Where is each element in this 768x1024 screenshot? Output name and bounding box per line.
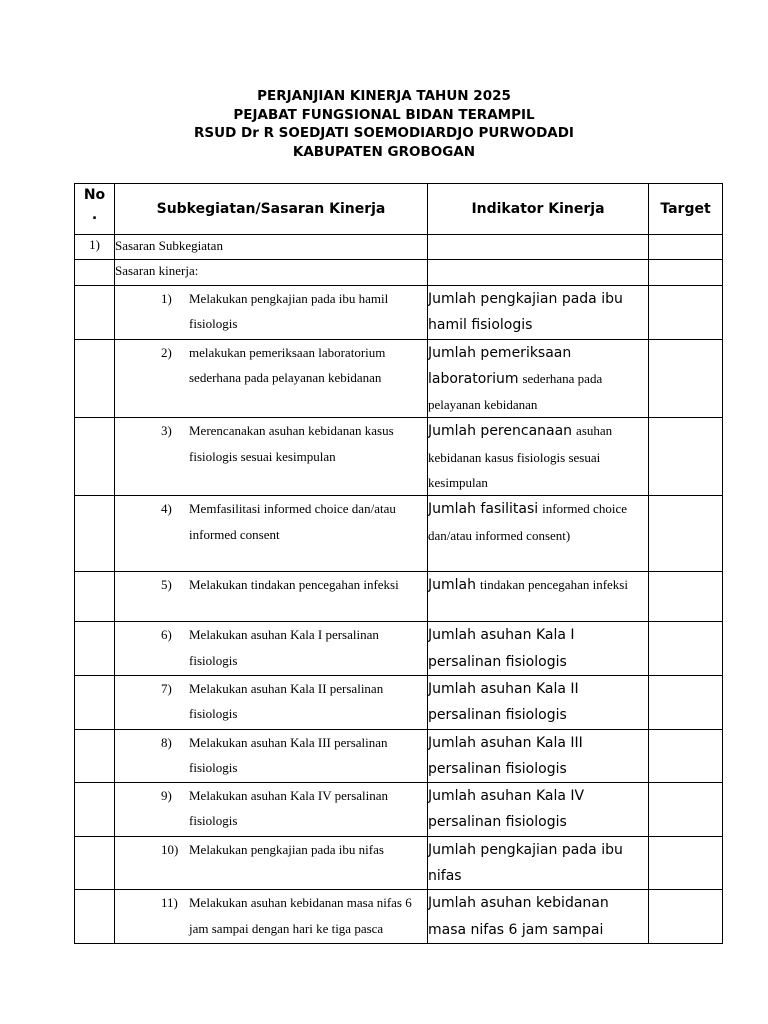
item-text: Merencanakan asuhan kebidanan kasus fisiologis sesuai kesimpulan — [189, 423, 394, 464]
indikator-text: Jumlah pengkajian pada ibu nifas — [428, 841, 623, 885]
performance-table — [74, 183, 723, 944]
item-text: Melakukan pengkajian pada ibu nifas — [189, 841, 384, 857]
target-cell — [649, 286, 723, 340]
title-line-1: PERJANJIAN KINERJA TAHUN 2025 — [257, 88, 511, 104]
indikator-cell — [428, 890, 649, 944]
item-text: Melakukan pengkajian pada ibu hamil fisiologis — [189, 291, 389, 332]
sasaran-cell — [115, 622, 428, 676]
indikator-cell — [428, 418, 649, 496]
target-cell — [649, 496, 723, 572]
item-number: 9) — [161, 788, 172, 804]
item-number: 8) — [161, 734, 172, 750]
item-number: 6) — [161, 627, 172, 643]
table-row — [75, 418, 723, 496]
item-number: 11) — [161, 895, 178, 911]
indikator-text: Jumlah fasilitasi — [428, 501, 539, 518]
sasaran-cell — [115, 675, 428, 729]
item-number: 2) — [161, 344, 172, 360]
indikator-cell — [428, 572, 649, 622]
item-number: 10) — [161, 841, 179, 857]
sasaran-cell — [115, 418, 428, 496]
sasaran-cell — [115, 729, 428, 783]
target-cell — [649, 675, 723, 729]
table-row — [75, 890, 723, 944]
sasaran-cell — [115, 836, 428, 890]
sasaran-kinerja-label: Sasaran kinerja: — [115, 260, 428, 286]
item-text: melakukan pemeriksaan laboratorium sederhana pada pelayanan kebidanan — [189, 344, 386, 385]
title-line-4: KABUPATEN GROBOGAN — [292, 143, 476, 160]
item-number: 4) — [161, 501, 172, 517]
indikator-cell — [428, 286, 649, 340]
sasaran-cell — [115, 783, 428, 837]
table-row — [75, 260, 723, 286]
document-title — [0, 87, 768, 161]
target-cell — [649, 572, 723, 622]
sasaran-cell — [115, 339, 428, 418]
indikator-text: Jumlah asuhan Kala IV persalinan fisiologis — [428, 788, 585, 831]
item-text: Melakukan tindakan pencegahan infeksi — [189, 577, 399, 593]
target-cell — [649, 890, 723, 944]
table-row — [75, 572, 723, 622]
target-cell — [649, 836, 723, 890]
indikator-text-detail: sederhana pada pelayanan kebidanan — [428, 370, 603, 413]
header-target: Target — [649, 184, 723, 235]
sasaran-cell — [115, 496, 428, 572]
item-text: Melakukan asuhan Kala II persalinan fisiologis — [189, 680, 384, 722]
table-header-row — [75, 184, 723, 235]
title-line-3: RSUD Dr R SOEDJATI SOEMODIARDJO PURWODADI — [194, 125, 574, 141]
indikator-cell — [428, 783, 649, 837]
item-rows — [75, 286, 723, 944]
table-row — [75, 339, 723, 418]
indikator-text: Jumlah — [428, 577, 476, 594]
item-text: Melakukan asuhan Kala III persalinan fisiologis — [189, 734, 388, 775]
header-indikator: Indikator Kinerja — [428, 184, 649, 235]
table-row — [75, 496, 723, 572]
row-number: 1) — [75, 235, 115, 260]
indikator-text-detail: asuhan kebidanan kasus fisiologis sesuai kesimpulan — [428, 423, 613, 491]
indikator-text: Jumlah perencanaan — [428, 423, 573, 440]
table-row — [75, 622, 723, 676]
header-sasaran: Subkegiatan/Sasaran Kinerja — [115, 184, 428, 235]
sasaran-cell — [115, 286, 428, 340]
indikator-text: Jumlah asuhan Kala II persalinan fisiologis — [428, 680, 579, 724]
indikator-text-detail: tindakan pencegahan infeksi — [479, 577, 628, 593]
subkegiatan-label: Sasaran Subkegiatan — [115, 235, 428, 260]
indikator-cell — [428, 675, 649, 729]
sasaran-cell — [115, 890, 428, 944]
sasaran-cell — [115, 572, 428, 622]
indikator-cell — [428, 496, 649, 572]
indikator-cell — [428, 836, 649, 890]
table-row — [75, 286, 723, 340]
item-number: 1) — [161, 291, 172, 306]
item-number: 5) — [161, 577, 172, 593]
indikator-cell — [428, 339, 649, 418]
item-text: Melakukan asuhan kebidanan masa nifas 6 jam sampai dengan hari ke tiga pasca — [189, 895, 412, 936]
item-text: Melakukan asuhan Kala IV persalinan fisiologis — [189, 788, 389, 829]
table-row — [75, 836, 723, 890]
target-cell — [649, 783, 723, 837]
indikator-cell — [428, 729, 649, 783]
target-cell — [649, 339, 723, 418]
item-text: Melakukan asuhan Kala I persalinan fisiologis — [189, 627, 379, 668]
indikator-text: Jumlah asuhan Kala I persalinan fisiologis — [428, 627, 575, 670]
target-cell — [649, 622, 723, 676]
header-no: No . — [75, 184, 115, 235]
indikator-text: Jumlah pengkajian pada ibu hamil fisiologis — [428, 291, 623, 334]
table-row — [75, 675, 723, 729]
target-cell — [649, 418, 723, 496]
table-row — [75, 729, 723, 783]
title-line-2: PEJABAT FUNGSIONAL BIDAN TERAMPIL — [233, 106, 535, 123]
indikator-text-detail: informed choice dan/atau informed consent) — [428, 501, 627, 543]
table-row — [75, 783, 723, 837]
item-text: Memfasilitasi informed choice dan/atau informed consent — [189, 501, 396, 542]
item-number: 3) — [161, 423, 172, 439]
indikator-text: Jumlah asuhan Kala III persalinan fisiologis — [428, 734, 583, 777]
item-number: 7) — [161, 680, 172, 696]
indikator-text: Jumlah asuhan kebidanan masa nifas 6 jam sampai — [428, 895, 609, 938]
indikator-cell — [428, 622, 649, 676]
table-row — [75, 235, 723, 260]
indikator-text: Jumlah pemeriksaan laboratorium — [428, 344, 572, 387]
target-cell — [649, 729, 723, 783]
